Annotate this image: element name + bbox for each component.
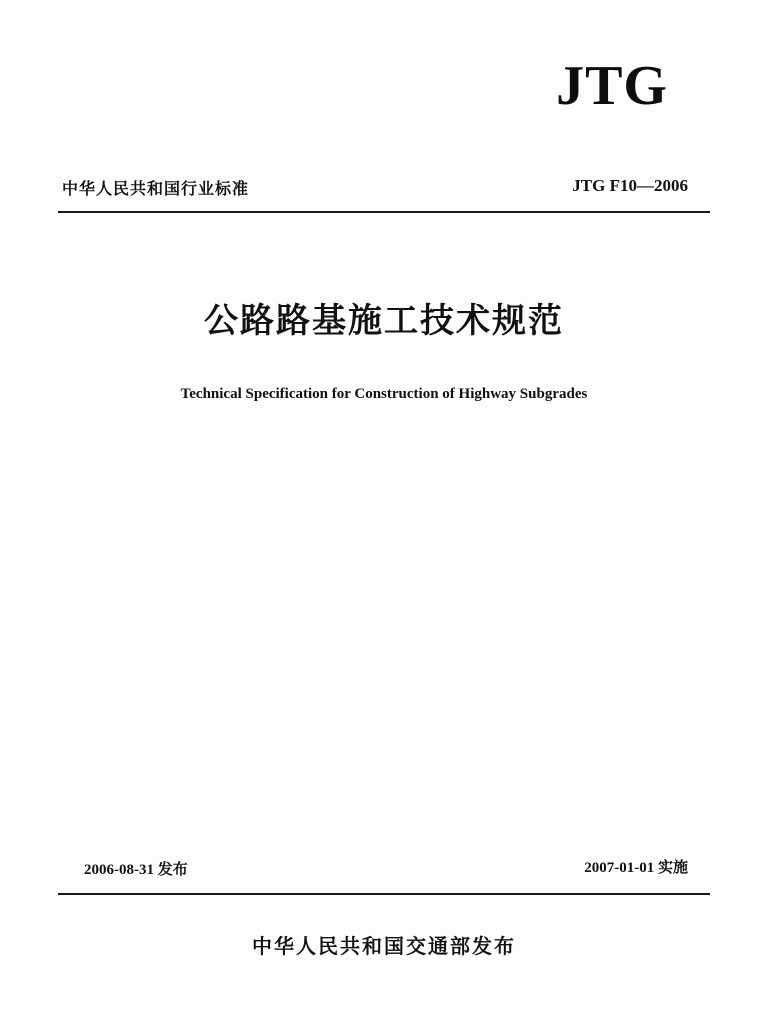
publisher: 中华人民共和国交通部发布 bbox=[252, 934, 516, 958]
title-chinese: 公路路基施工技术规范 bbox=[204, 301, 564, 341]
series-logo: JTG bbox=[556, 55, 668, 117]
bottom-divider bbox=[58, 893, 710, 895]
top-divider bbox=[58, 211, 710, 213]
standard-code: JTG F10—2006 bbox=[572, 176, 688, 195]
issue-date: 2006-08-31 发布 bbox=[84, 862, 188, 878]
implementation-date: 2007-01-01 实施 bbox=[584, 860, 688, 876]
standard-category: 中华人民共和国行业标准 bbox=[62, 179, 250, 198]
title-english: Technical Specification for Construction of Highway Subgrades bbox=[180, 386, 588, 402]
